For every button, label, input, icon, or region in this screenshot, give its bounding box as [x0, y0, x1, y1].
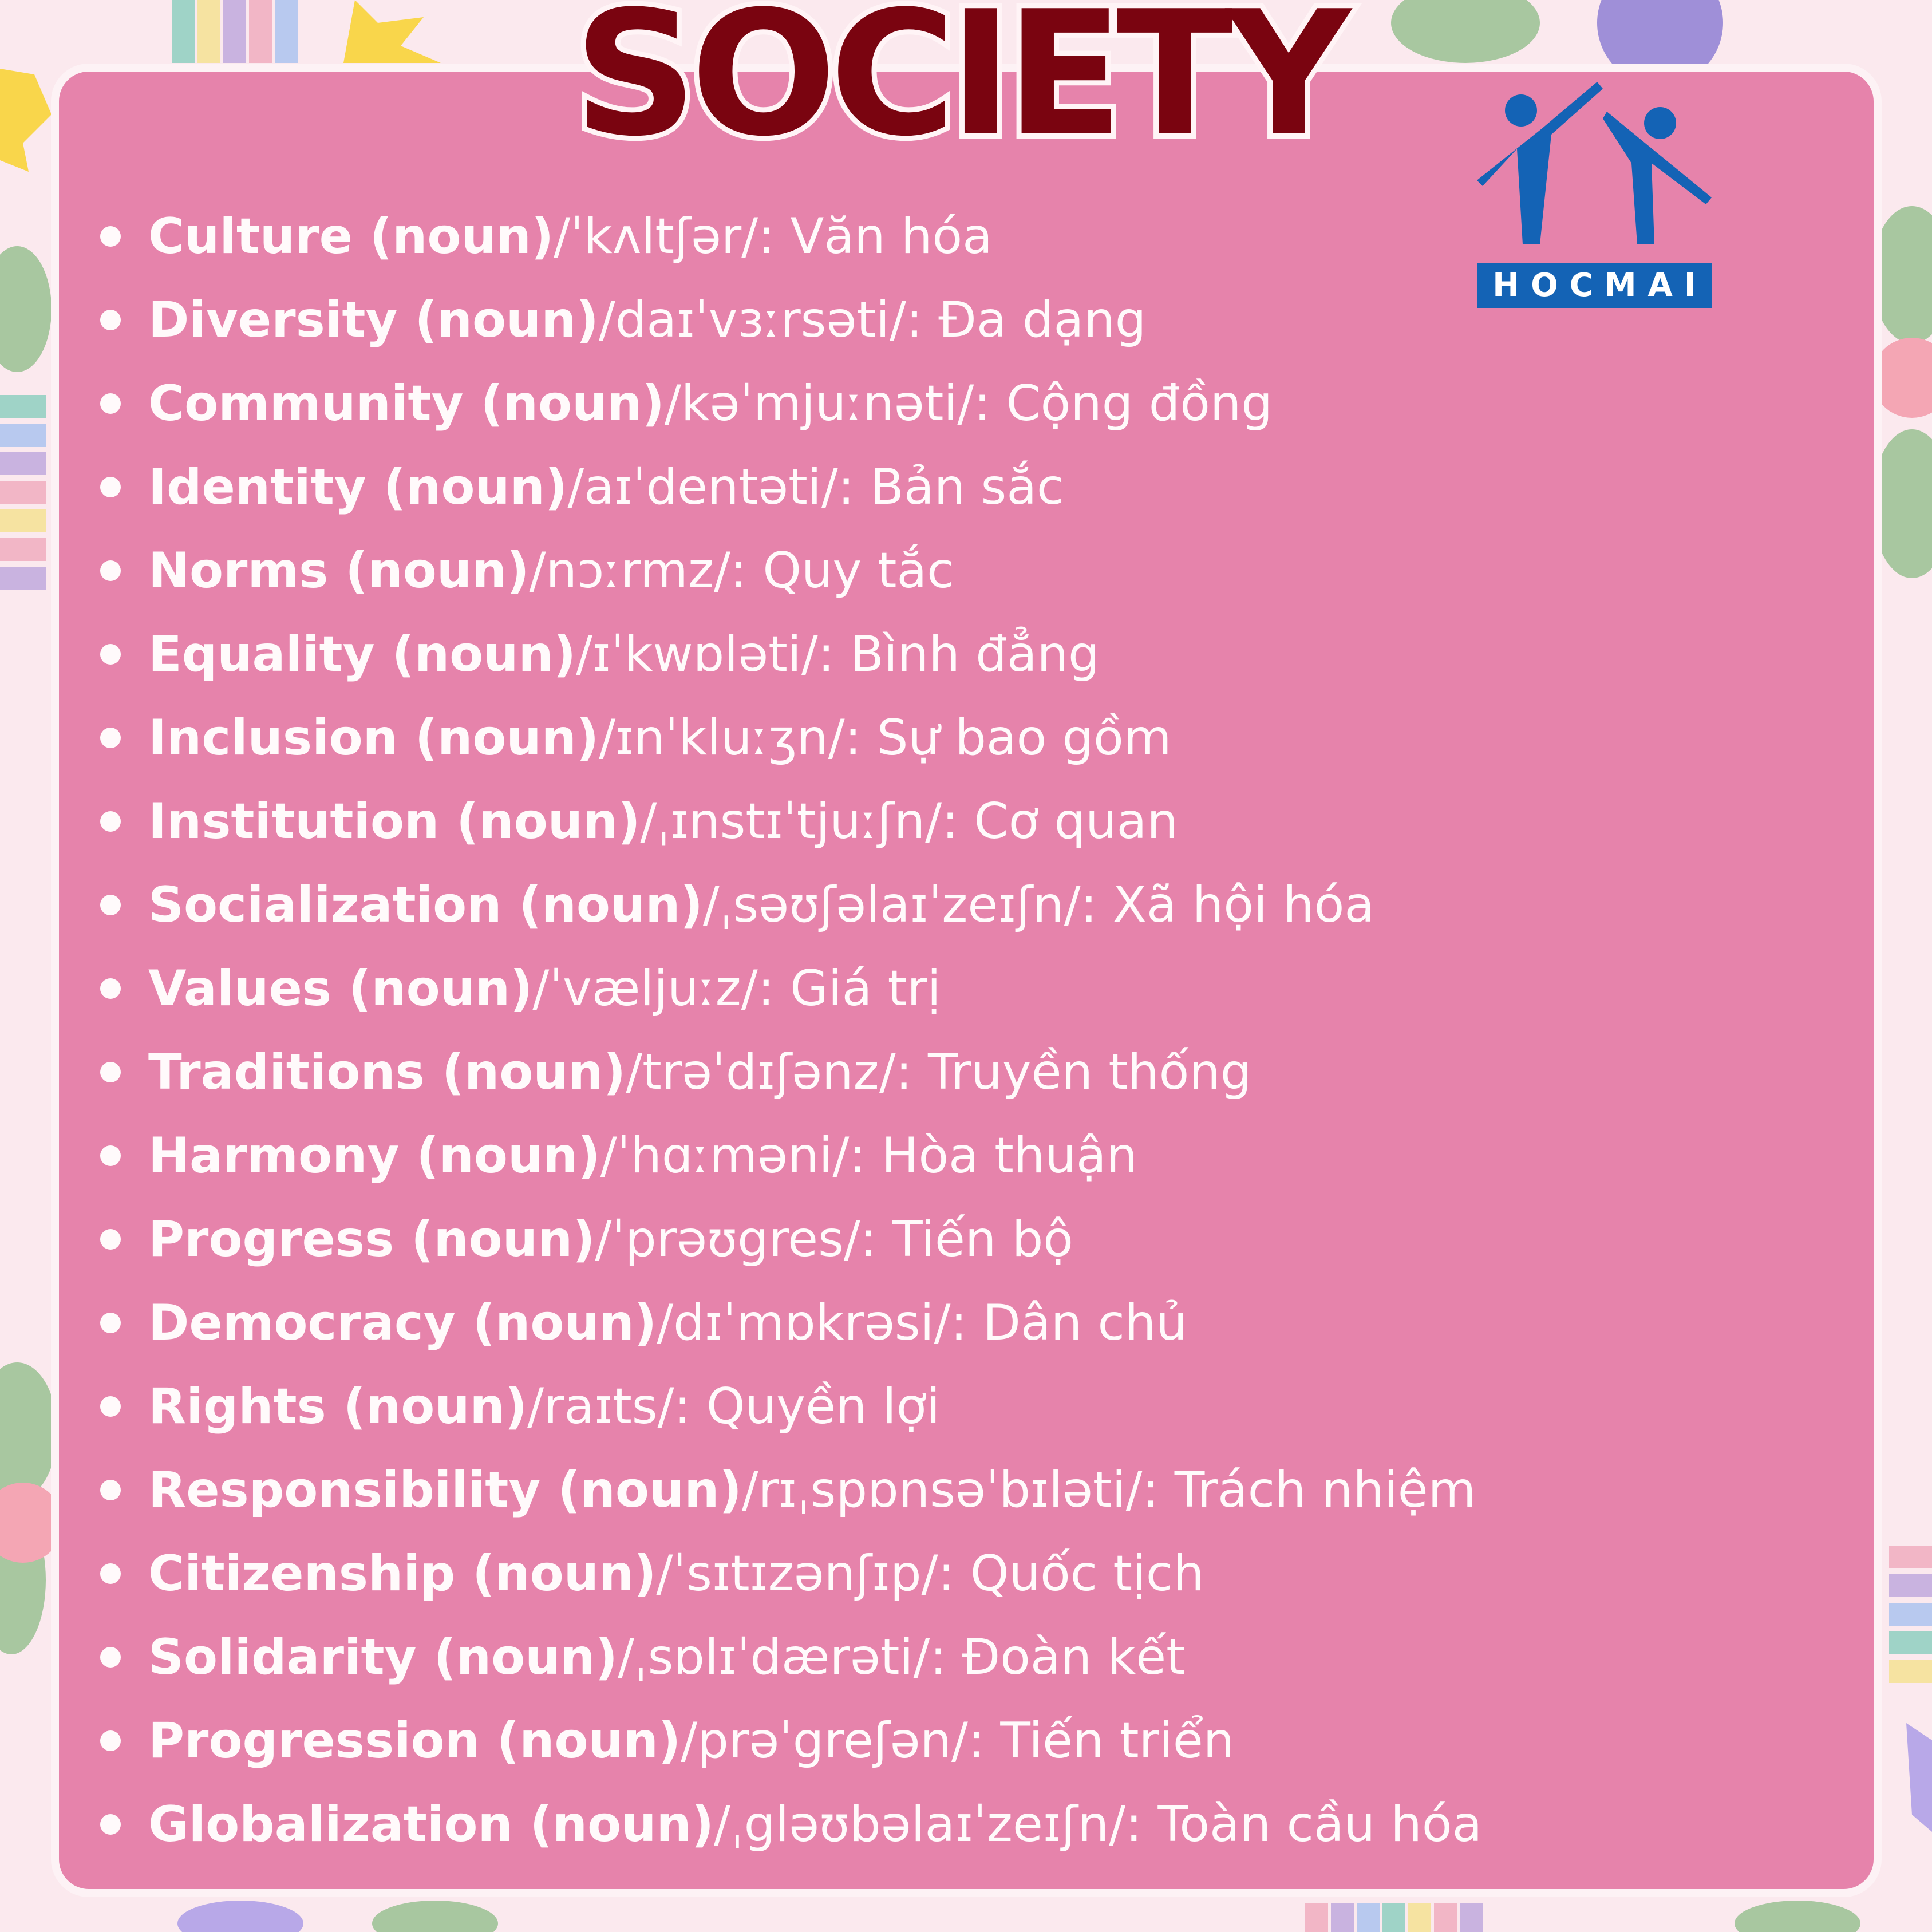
leaf-decoration	[0, 1506, 46, 1654]
vocab-term: Progression (noun)	[148, 1712, 681, 1769]
vocab-definition: /ˈsɪtɪzənʃɪp/: Quốc tịch	[656, 1545, 1204, 1602]
rainbow-decoration-left	[0, 395, 46, 590]
list-item	[100, 1783, 1482, 1866]
page-title: SOCIETY	[574, 0, 1344, 174]
list-item	[100, 1281, 1482, 1365]
vocab-definition: /nɔːrmz/: Quy tắc	[529, 542, 954, 599]
star-decoration-left	[0, 69, 52, 172]
bullet-icon	[100, 1313, 121, 1333]
bullet-icon	[100, 310, 121, 330]
vocab-term: Globalization (noun)	[148, 1796, 714, 1853]
bullet-icon	[100, 560, 121, 581]
list-item	[100, 195, 1482, 278]
vocab-definition: /ˌgləʊbəlaɪˈzeɪʃn/: Toàn cầu hóa	[714, 1796, 1483, 1853]
leaf-decoration	[177, 1901, 303, 1932]
vocab-term: Equality (noun)	[148, 626, 576, 683]
list-item	[100, 1198, 1482, 1281]
heart-decoration	[1872, 338, 1932, 418]
bullet-icon	[100, 1396, 121, 1417]
leaf-decoration	[1872, 429, 1932, 578]
vocab-term: Inclusion (noun)	[148, 709, 599, 767]
bullet-icon	[100, 393, 121, 414]
list-item	[100, 445, 1482, 529]
bullet-icon	[100, 1229, 121, 1250]
bullet-icon	[100, 978, 121, 999]
leaf-decoration	[0, 1362, 57, 1500]
vocab-term: Institution (noun)	[148, 793, 641, 850]
bullet-icon	[100, 895, 121, 915]
vocab-definition: /daɪˈvɜːrsəti/: Đa dạng	[598, 291, 1147, 349]
list-item	[100, 1114, 1482, 1198]
leaf-decoration	[1735, 1901, 1860, 1932]
vocab-term: Progress (noun)	[148, 1211, 595, 1268]
list-item	[100, 1699, 1482, 1783]
leaf-decoration	[1872, 206, 1932, 343]
list-item	[100, 613, 1482, 696]
vocab-definition: /trəˈdɪʃənz/: Truyền thống	[626, 1044, 1252, 1101]
vocab-definition: /raɪts/: Quyền lợi	[527, 1378, 941, 1435]
star-decoration	[343, 0, 441, 63]
list-item	[100, 1030, 1482, 1114]
vocab-definition: /prəˈgreʃən/: Tiến triển	[681, 1712, 1235, 1769]
list-item	[100, 947, 1482, 1030]
vocab-term: Values (noun)	[148, 960, 533, 1017]
vocab-term: Responsibility (noun)	[148, 1461, 742, 1519]
vocab-term: Solidarity (noun)	[148, 1629, 618, 1686]
bullet-icon	[100, 728, 121, 748]
vocab-term: Traditions (noun)	[148, 1044, 626, 1101]
vocab-definition: /ˈkʌltʃər/: Văn hóa	[554, 208, 993, 265]
list-item	[100, 529, 1482, 613]
list-item	[100, 1615, 1482, 1699]
list-item	[100, 780, 1482, 863]
list-item	[100, 696, 1482, 780]
leaf-decoration	[0, 246, 52, 372]
bullet-icon	[100, 1563, 121, 1584]
bullet-icon	[100, 1145, 121, 1166]
rainbow-decoration-bottom	[1305, 1903, 1483, 1932]
leaf-decoration	[372, 1901, 498, 1932]
list-item	[100, 1448, 1482, 1532]
vocab-term: Socialization (noun)	[148, 876, 703, 934]
logo-text: HOCMAI	[1477, 263, 1712, 308]
vocab-definition: /ˈprəʊgres/: Tiến bộ	[595, 1211, 1073, 1268]
vocab-definition: /ˈhɑːməni/: Hòa thuận	[600, 1127, 1138, 1184]
vocab-term: Harmony (noun)	[148, 1127, 600, 1184]
vocab-term: Citizenship (noun)	[148, 1545, 657, 1602]
rainbow-decoration-right	[1889, 1546, 1932, 1683]
ribbon-decoration	[1906, 1723, 1932, 1832]
list-item	[100, 863, 1482, 947]
vocab-definition: /kəˈmjuːnəti/: Cộng đồng	[664, 375, 1273, 432]
bullet-icon	[100, 1814, 121, 1835]
list-item	[100, 1532, 1482, 1615]
bullet-icon	[100, 644, 121, 665]
vocab-definition: /ɪˈkwɒləti/: Bình đẳng	[576, 626, 1100, 683]
heart-decoration	[0, 1483, 63, 1563]
bullet-icon	[100, 1062, 121, 1082]
vocab-definition: /ˌsɒlɪˈdærəti/: Đoàn kết	[617, 1629, 1186, 1686]
leaf-decoration	[1391, 0, 1540, 63]
vocab-term: Rights (noun)	[148, 1378, 528, 1435]
vocab-definition: /ˌɪnstɪˈtjuːʃn/: Cơ quan	[640, 793, 1178, 850]
rainbow-decoration-top-left	[172, 0, 298, 63]
bullet-icon	[100, 226, 121, 247]
vocabulary-list	[100, 195, 1482, 1866]
vocab-term: Norms (noun)	[148, 542, 530, 599]
vocab-term: Identity (noun)	[148, 459, 568, 516]
vocab-definition: /ˈvæljuːz/: Giá trị	[532, 960, 941, 1017]
vocab-definition: /rɪˌspɒnsəˈbɪləti/: Trách nhiệm	[741, 1461, 1476, 1519]
vocab-term: Community (noun)	[148, 375, 665, 432]
vocab-term: Culture (noun)	[148, 208, 554, 265]
bullet-icon	[100, 1647, 121, 1668]
bullet-icon	[100, 1480, 121, 1500]
vocab-term: Diversity (noun)	[148, 291, 599, 349]
bullet-icon	[100, 811, 121, 832]
bullet-icon	[100, 1730, 121, 1751]
vocab-term: Democracy (noun)	[148, 1294, 657, 1352]
vocab-definition: /ˌsəʊʃəlaɪˈzeɪʃn/: Xã hội hóa	[702, 876, 1375, 934]
vocab-definition: /aɪˈdentəti/: Bản sắc	[567, 459, 1064, 516]
list-item	[100, 278, 1482, 362]
list-item	[100, 1365, 1482, 1448]
bullet-icon	[100, 477, 121, 497]
list-item	[100, 362, 1482, 445]
vocab-definition: /dɪˈmɒkrəsi/: Dân chủ	[657, 1294, 1187, 1352]
vocab-definition: /ɪnˈkluːʒn/: Sự bao gồm	[599, 709, 1172, 767]
